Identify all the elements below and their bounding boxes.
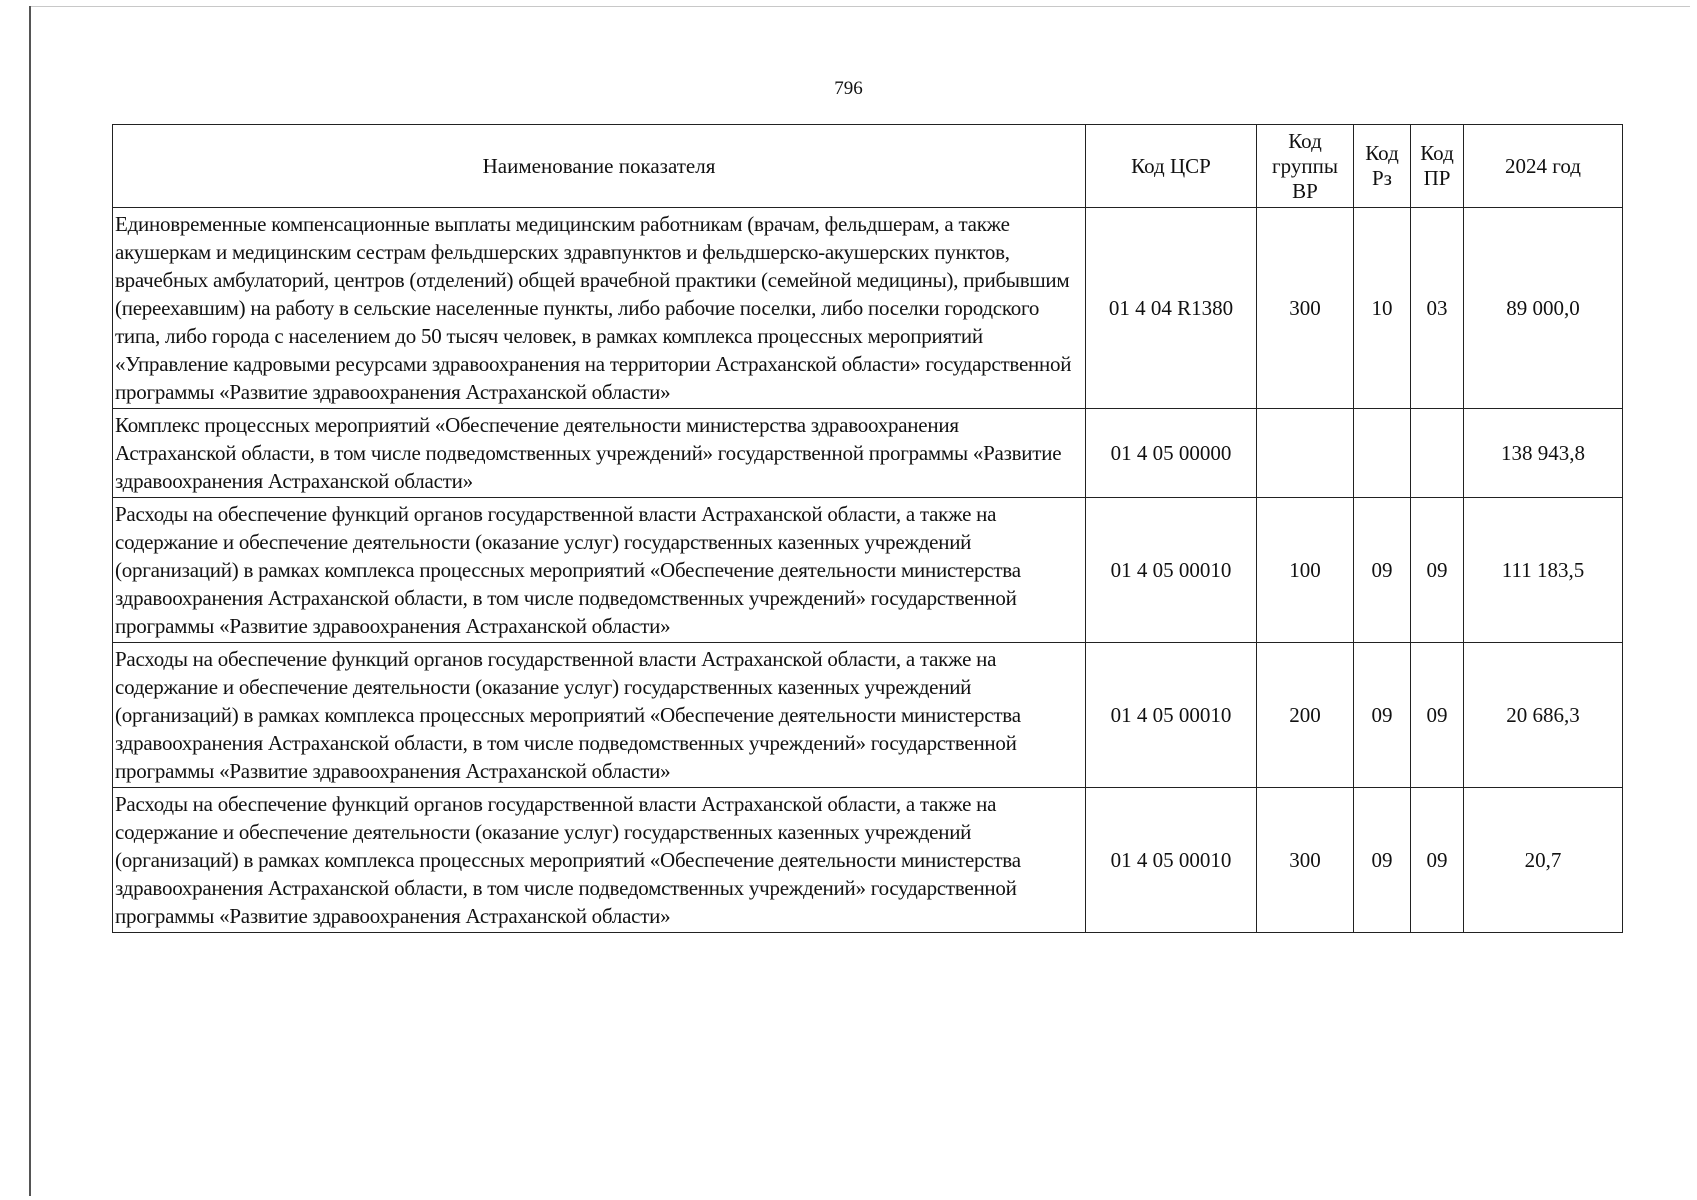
- header-name: Наименование показателя: [113, 125, 1086, 208]
- header-pr: Код ПР: [1411, 125, 1464, 208]
- row-vr: 300: [1257, 208, 1354, 409]
- page-number: 796: [834, 78, 863, 99]
- row-amount: 111 183,5: [1464, 498, 1623, 643]
- row-pr: 09: [1411, 498, 1464, 643]
- row-rz: 10: [1354, 208, 1411, 409]
- table-row: [113, 643, 1623, 788]
- row-csr: 01 4 05 00010: [1086, 643, 1257, 788]
- row-rz: 09: [1354, 643, 1411, 788]
- header-csr: Код ЦСР: [1086, 125, 1257, 208]
- table-header-row: [113, 125, 1623, 208]
- scan-edge-left: [29, 6, 31, 1196]
- header-vr: Код группы ВР: [1257, 125, 1354, 208]
- row-csr: 01 4 04 R1380: [1086, 208, 1257, 409]
- row-name: Расходы на обеспечение функций органов государственной власти Астраханской области, а также на содержание и обеспечение деятельности (оказание услуг) государственных казенных учреждений (организаций) в рамках комплекса процессных мероприятий «Обеспечение деятельности министерства здравоохранения Астраханской области, в том числе подведомственных учреждений» государственной программы «Развитие здравоохранения Астраханской области»: [113, 498, 1086, 643]
- row-rz: 09: [1354, 788, 1411, 933]
- row-csr: 01 4 05 00010: [1086, 498, 1257, 643]
- table-row: [113, 409, 1623, 498]
- row-pr: [1411, 409, 1464, 498]
- table-row: [113, 208, 1623, 409]
- row-name: Расходы на обеспечение функций органов государственной власти Астраханской области, а также на содержание и обеспечение деятельности (оказание услуг) государственных казенных учреждений (организаций) в рамках комплекса процессных мероприятий «Обеспечение деятельности министерства здравоохранения Астраханской области, в том числе подведомственных учреждений» государственной программы «Развитие здравоохранения Астраханской области»: [113, 643, 1086, 788]
- row-rz: [1354, 409, 1411, 498]
- row-csr: 01 4 05 00010: [1086, 788, 1257, 933]
- row-vr: 300: [1257, 788, 1354, 933]
- row-rz: 09: [1354, 498, 1411, 643]
- row-name: Расходы на обеспечение функций органов государственной власти Астраханской области, а также на содержание и обеспечение деятельности (оказание услуг) государственных казенных учреждений (организаций) в рамках комплекса процессных мероприятий «Обеспечение деятельности министерства здравоохранения Астраханской области, в том числе подведомственных учреждений» государственной программы «Развитие здравоохранения Астраханской области»: [113, 788, 1086, 933]
- table-row: [113, 788, 1623, 933]
- header-year-2024: 2024 год: [1464, 125, 1623, 208]
- row-amount: 138 943,8: [1464, 409, 1623, 498]
- row-vr: 200: [1257, 643, 1354, 788]
- row-csr: 01 4 05 00000: [1086, 409, 1257, 498]
- scan-edge-top: [30, 6, 1690, 7]
- row-pr: 09: [1411, 643, 1464, 788]
- row-vr: [1257, 409, 1354, 498]
- row-vr: 100: [1257, 498, 1354, 643]
- row-name: Единовременные компенсационные выплаты медицинским работникам (врачам, фельдшерам, а также акушеркам и медицинским сестрам фельдшерских здравпунктов и фельдшерско-акушерских пунктов, врачебных амбулаторий, центров (отделений) общей врачебной практики (семейной медицины), прибывшим (переехавшим) на работу в сельские населенные пункты, либо рабочие поселки, либо поселки городского типа, либо города с населением до 50 тысяч человек, в рамках комплекса процессных мероприятий «Управление кадровыми ресурсами здравоохранения на территории Астраханской области» государственной программы «Развитие здравоохранения Астраханской области»: [113, 208, 1086, 409]
- row-name: Комплекс процессных мероприятий «Обеспечение деятельности министерства здравоохранения Астраханской области, в том числе подведомственных учреждений» государственной программы «Развитие здравоохранения Астраханской области»: [113, 409, 1086, 498]
- header-rz: Код Рз: [1354, 125, 1411, 208]
- row-pr: 03: [1411, 208, 1464, 409]
- row-amount: 20 686,3: [1464, 643, 1623, 788]
- budget-table: [112, 124, 1623, 933]
- row-amount: 20,7: [1464, 788, 1623, 933]
- row-pr: 09: [1411, 788, 1464, 933]
- table-row: [113, 498, 1623, 643]
- row-amount: 89 000,0: [1464, 208, 1623, 409]
